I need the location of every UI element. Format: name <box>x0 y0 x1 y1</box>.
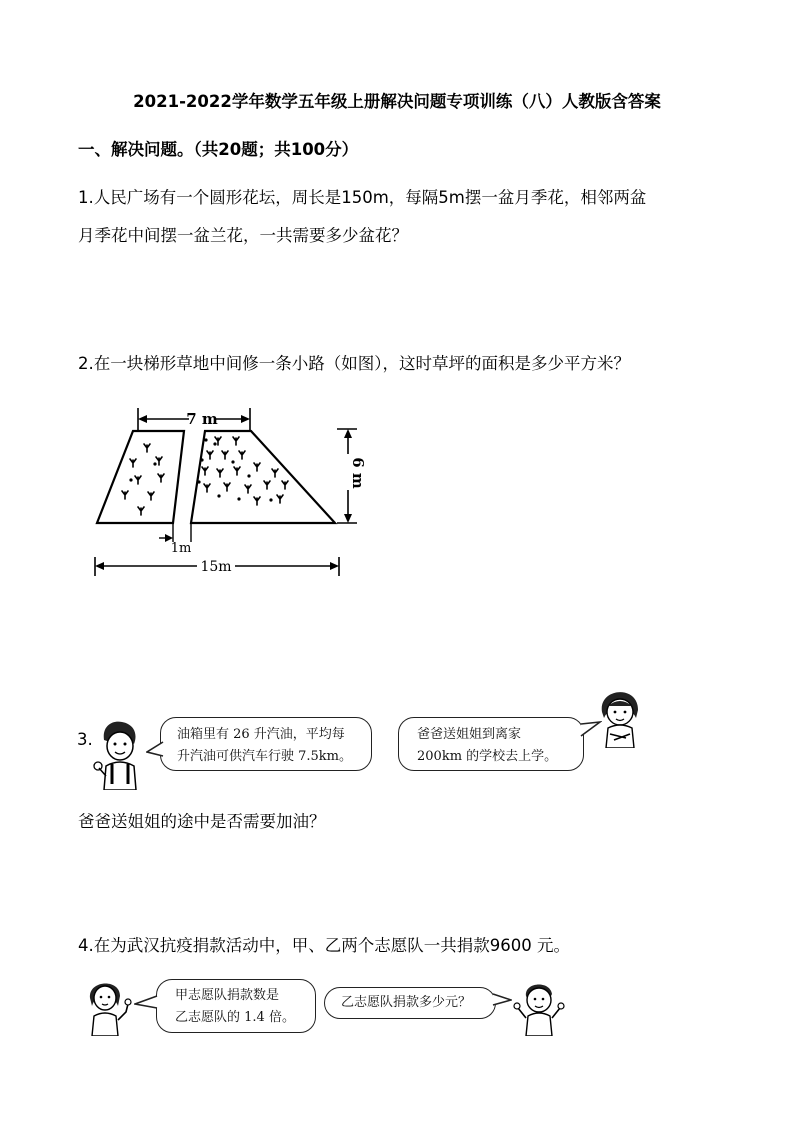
page-title: 2021-2022学年数学五年级上册解决问题专项训练（八）人教版含答案 <box>133 92 661 111</box>
path-width-label: 1m <box>170 541 192 556</box>
speech-bubble-distance-line-2: 200km 的学校去上学。 <box>417 749 558 764</box>
father-cartoon-icon <box>90 718 152 790</box>
question-4-text: 4.在为武汉抗疫捐款活动中，甲、乙两个志愿队一共捐款9600 元。 <box>78 936 570 955</box>
speech-bubble-distance <box>398 717 584 771</box>
question-2-text: 2.在一块梯形草地中间修一条小路（如图），这时草坪的面积是多少平方米？ <box>78 354 630 373</box>
question-1-line-1: 1.人民广场有一个圆形花坛，周长是150m，每隔5m摆一盆月季花，相邻两盆 <box>78 188 647 207</box>
height-label: 6 m <box>349 457 367 489</box>
speech-bubble-tail <box>146 740 164 760</box>
speech-bubble-tail <box>492 992 512 1008</box>
speech-bubble-ratio <box>156 979 316 1033</box>
grass-dots <box>129 438 272 501</box>
speech-bubble-question-line-1: 乙志愿队捐款多少元？ <box>341 995 472 1010</box>
question-1 <box>78 184 646 250</box>
speech-bubble-tail <box>134 994 158 1014</box>
speech-bubble-fuel-line-1: 油箱里有 26 升汽油，平均每 <box>177 727 345 742</box>
lawn-right-part <box>191 431 335 523</box>
section-heading: 一、解决问题。（共20题；共100分） <box>78 140 359 159</box>
speech-bubble-question <box>324 987 496 1019</box>
top-base-label: 7 m <box>186 410 218 428</box>
question-1-line-2: 月季花中间摆一盆兰花，一共需要多少盆花？ <box>78 226 408 245</box>
question-3-text: 爸爸送姐姐的途中是否需要加油？ <box>78 812 326 831</box>
girl-cartoon-icon <box>596 682 644 748</box>
path-width-marks <box>159 523 191 542</box>
trapezoid-lawn-figure <box>85 400 375 585</box>
speech-bubble-distance-line-1: 爸爸送姐姐到离家 <box>417 727 522 742</box>
boy-cartoon-icon <box>510 978 568 1036</box>
speech-bubble-fuel <box>160 717 372 771</box>
speech-bubble-fuel-line-2: 升汽油可供汽车行驶 7.5km。 <box>177 749 353 764</box>
speech-bubble-ratio-line-2: 乙志愿队的 1.4 倍。 <box>175 1010 295 1025</box>
question-3-number: 3. <box>77 730 93 749</box>
bottom-base-label: 15m <box>200 559 232 575</box>
speech-bubble-ratio-line-1: 甲志愿队捐款数是 <box>175 988 280 1003</box>
grass-icon <box>122 437 288 515</box>
teacher-cartoon-icon <box>80 976 136 1036</box>
